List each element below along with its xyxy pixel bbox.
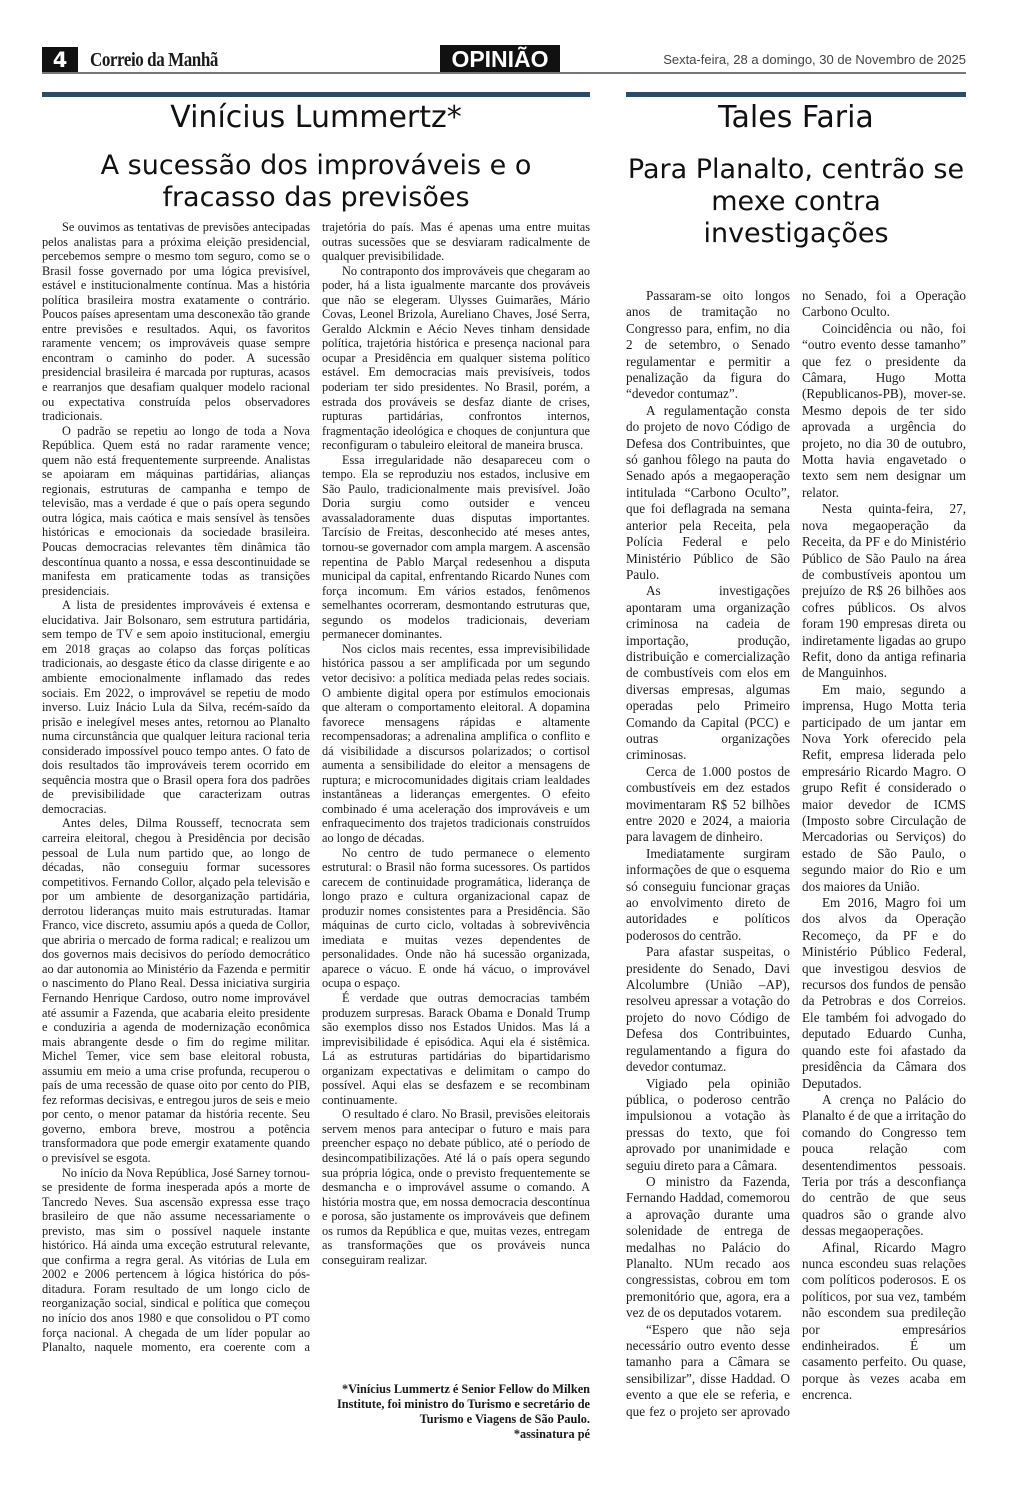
article-paragraph: O resultado é claro. No Brasil, previsões eleitorais servem menos para antecipar o futuro e mais para preencher espaço no debate público, até o período de desincompatibilizações. Até lá o país opera segundo sua própria lógica, onde o previsto frequentemente se desmancha e o improvável assume o comando. A história mostra que, em nossa democracia descontínua e porosa, são justamente os improváveis que definem os rumos da República e que, muitas vezes, entregam as transformações que os prováveis nunca conseguiram realizar. [322,1107,590,1267]
section-label: OPINIÃO [440,45,560,73]
left-article-author: Vinícius Lummertz* [170,100,462,135]
article-paragraph: Nesta quinta-feira, 27, nova megaoperação da Receita, da PF e do Ministério Público de São Paulo na área de combustíveis apontou um prejuízo de R$ 26 bilhões aos cofres públicos. Os alvos foram 190 empresas direta ou indiretamente ligadas ao grupo Refit, dono da antiga refinaria de Manguinhos. [802,501,966,681]
article-paragraph: “Espero que não seja necessário outro evento desse tamanho para a Câmara se sensibilizar”, disse Haddad. O evento a que ele se referia, e que fez o projeto ser aprovado no Senado, foi a Operação Carbono Oculto. [626,288,966,1419]
article-paragraph: Cerca de 1.000 postos de combustíveis em dez estados movimentaram R$ 52 bilhões entre 2020 e 2024, a maioria para lavagem de dinheiro. [626,763,790,845]
right-article-body [626,288,966,1450]
article-paragraph: A crença no Palácio do Planalto é de que a irritação do comando do Congresso tem pouca relação com desentendimentos pessoais. Teria por trás a desconfiança do centrão de que seus quadros são o grande alvo dessas megaoperações. [802,1091,966,1239]
article-paragraph: A regulamentação consta do projeto de novo Código de Defesa dos Contribuintes, que só ganhou fôlego na pauta do Senado após a megaoperação intitulada “Carbono Oculto”, que foi deflagrada na semana anterior pela Receita, pela Polícia Federal e pelo Ministério Público de São Paulo. [626,402,790,582]
article-paragraph: Vigiado pela opinião pública, o poderoso centrão impulsionou a votação às pressas do texto, que foi aprovado por unanimidade e seguiu direto para a Câmara. [626,1075,790,1173]
article-paragraph: Se ouvimos as tentativas de previsões antecipadas pelos analistas para a próxima eleição presidencial, percebemos sempre o mesmo tom seguro, como se o Brasil fosse governado por uma lógica previsível, estável e institucionalmente contínua. Mas a história política brasileira mostra exatamente o contrário. Poucos países apresentam uma desconexão tão grande entre previsões e resultados. Aqui, os favoritos raramente vencem; os improváveis quase sempre encontram o caminho do poder. A sucessão presidencial brasileira é marcada por rupturas, acasos e rearranjos que desafiam qualquer modelo racional ou expectativa construída pelos observadores tradicionais. [42,220,310,424]
signature-note: *assinatura pé [513,1427,590,1441]
article-paragraph: Afinal, Ricardo Magro nunca escondeu suas relações com políticos poderosos. E os políticos, por sua vez, também não escondem sua predileção por empresários endinheirados. É um casamento perfeito. Ou quase, porque às vezes acaba em encrenca. [802,1239,966,1403]
right-article-accent-bar [626,92,966,97]
right-article-author: Tales Faria [718,100,874,135]
article-paragraph: Em maio, segundo a imprensa, Hugo Motta teria participado de um jantar em Nova York oferecido pela Refit, empresa liderada pelo empresário Ricardo Magro. O grupo Refit é considerado o maior devedor de ICMS (Imposto sobre Circulação de Mercadorias ou Serviços) do estado de São Paulo, o segundo maior do Rio e um dos maiores da União. [802,681,966,894]
article-paragraph: Em 2016, Magro foi um dos alvos da Operação Recomeço, da PF e do Ministério Público Federal, que investigou desvios de recursos dos fundos de pensão da Petrobras e dos Correios. Ele também foi advogado do deputado Eduardo Cunha, quando este foi afastado da presidência da Câmara dos Deputados. [802,895,966,1091]
article-paragraph: No contraponto dos improváveis que chegaram ao poder, há a lista igualmente marcante dos prováveis que não se elegeram. Ulysses Guimarães, Mário Covas, Leonel Brizola, Aureliano Chaves, José Serra, Geraldo Alckmin e Aécio Neves tinham densidade política, trajetória histórica e presença nacional para ocupar a Presidência em qualquer sistema político estável. Em democracias mais previsíveis, todos poderiam ter sido presidentes. No Brasil, porém, a estrada dos prováveis se desfaz diante de crises, rupturas partidárias, confrontos internos, fragmentação ideológica e choques de conjuntura que reconfiguram o tabuleiro eleitoral de maneira brusca. [322,263,590,453]
article-paragraph: O padrão se repetiu ao longo de toda a Nova República. Quem está no radar raramente vence; quem não está frequentemente surpreende. Analistas se apoiaram em máquinas partidárias, alianças regionais, estruturas de campanha e tempo de televisão, mas a verdade é que o país opera segundo outra lógica, mais caótica e mais sensível às tensões históricas e emocionais da sociedade brasileira. Poucas democracias relevantes têm dinâmica tão descontínua quanto a nossa, e essa descontinuidade se manifesta em praticamente todas as transições presidenciais. [42,423,310,598]
article-paragraph: Coincidência ou não, foi “outro evento desse tamanho” que fez o presidente da Câmara, Hugo Motta (Republicanos-PB), mover-se. Mesmo depois de ter sido aprovada a urgência do projeto, no dia 30 de outubro, Motta havia engavetado o texto sem nem designar um relator. [802,320,966,500]
article-paragraph: Essa irregularidade não desapareceu com o tempo. Ela se reproduziu nos estados, inclusive em São Paulo, tradicionalmente mais previsível. João Doria surgiu como outsider e venceu avassaladoramente duas disputas importantes. Tarcísio de Freitas, desconhecido até meses antes, tornou-se governador com ampla margem. A ascensão repentina de Pablo Marçal redesenhou a disputa municipal da capital, enfrentando Ricardo Nunes com força incomum. Em vários estados, fenômenos semelhantes ocorreram, desmontando estruturas que, segundo os modelos tradicionais, deveriam permanecer dominantes. [322,452,590,642]
left-article-headline: A sucessão dos improváveis e o fracasso das previsões [100,150,532,213]
article-paragraph: O ministro da Fazenda, Fernando Haddad, comemorou a aprovação durante uma solenidade de entrega de medalhas no Palácio do Planalto. NUm recado aos congressistas, cobrou em tom premonitório que, agora, era a vez de os deputados votarem. [626,1173,790,1321]
article-paragraph: Nos ciclos mais recentes, essa imprevisibilidade histórica passou a ser amplificada por um segundo vetor decisivo: a política mediada pelas redes sociais. O ambiente digital opera por estímulos emocionais que alteram o comportamento eleitoral. A dopamina favorece mensagens rápidas e altamente recompensadoras; a adrenalina amplifica o conflito e dá visibilidade a discursos polarizados; o cortisol aumenta a sensibilidade do eleitor a mensagens de ruptura; e microcomunidades digitais criam lealdades instantâneas a lideranças emergentes. O efeito combinado é uma aceleração dos improváveis e um enfraquecimento dos trajetos tradicionais construídos ao longo de décadas. [322,641,590,845]
article-paragraph: A lista de presidentes improváveis é extensa e elucidativa. Jair Bolsonaro, sem estrutura partidária, sem tempo de TV e sem apoio institucional, emergiu em 2018 graças ao colapso das forças políticas tradicionais, ao desgaste ético da classe dirigente e ao ambiente emocionalmente inflamado das redes sociais. Em 2022, o improvável se repetiu de modo inverso. Luiz Inácio Lula da Silva, recém-saído da prisão e inelegível meses antes, retornou ao Planalto numa circunstância que qualquer leitura racional teria considerado impossível pouco tempo antes. O fato de dois resultados tão improváveis terem ocorrido em sequência mostra que o Brasil opera fora dos padrões de previsibilidade que caracterizam outras democracias. [42,598,310,816]
article-paragraph: As investigações apontaram uma organização criminosa na cadeia de importação, produção, distribuição e comercialização de combustíveis com elos em diversas empresas, algumas operadas pelo Primeiro Comando da Capital (PCC) e outras organizações criminosas. [626,583,790,763]
left-article-accent-bar [42,92,590,97]
header-divider [42,72,966,74]
article-paragraph: No início da Nova República, José Sarney tornou-se presidente de forma inesperada após a morte de Tancredo Neves. Sua ascensão expressa esse traço brasileiro de que não assume necessariamente o previsto, mas sim o possível naquele instante histórico. Há ainda uma exceção estrutural relevante, que confirma a regra geral. As vitórias de Lula em 2002 e 2006 pertencem à lógica histórica do pós-ditadura. Foram resultado de um longo ciclo de reorganização social, sindical e política que começou no início dos anos 1980 e que consolidou o PT como força nacional. A chegada de um líder popular ao Planalto, naquele momento, era coerente com a trajetória do país. Mas é apenas uma entre muitas outras sucessões que se desviaram radicalmente de qualquer previsibilidade. [42,220,590,1355]
edition-date: Sexta-feira, 28 a domingo, 30 de Novembro de 2025 [663,52,966,67]
newspaper-logo: Correio da Manhã [90,49,218,71]
left-article-body [42,220,590,1360]
article-paragraph: Imediatamente surgiram informações de que o esquema só conseguiu funcionar graças ao envolvimento direto de autoridades e políticos poderosos do centrão. [626,845,790,943]
right-article-headline: Para Planalto, centrão se mexe contra investigações [627,154,965,249]
article-paragraph: Antes deles, Dilma Rousseff, tecnocrata sem carreira eleitoral, chegou à Presidência por decisão pessoal de Lula num partido que, ao longo de décadas, não conseguiu formar sucessores competitivos. Fernando Collor, alçado pela televisão e por um ambiente de desorganização partidária, derrotou lideranças muito mais estruturadas. Itamar Franco, vice discreto, assumiu após a queda de Collor, que abriria o mercado de forma radical; e realizou um dos governos mais decisivos do período democrático ao dar autonomia ao Ministério da Fazenda e permitir o nascimento do Plano Real. Dessa iniciativa surgiria Fernando Henrique Cardoso, outro nome improvável até assumir a Fazenda, que acabaria eleito presidente e conduziria a agenda de modernização econômica mais abrangente desde o fim do regime militar. Michel Temer, vice sem base eleitoral robusta, assumiu em meio a uma crise profunda, recuperou o país de uma recessão de quase oito por cento do PIB, fez reformas decisivas, e entregou juros de seis e meio por cento, o menor patamar da história recente. Seu governo, embora breve, mostrou a potência transformadora que pode emergir exatamente quando o previsível se esgota. [42,816,310,1165]
article-paragraph: Para afastar suspeitas, o presidente do Senado, Davi Alcolumbre (União –AP), resolveu apressar a votação do projeto do novo Código de Defesa dos Contribuintes, regulamentando a figura do devedor contumaz. [626,944,790,1075]
article-paragraph: Passaram-se oito longos anos de tramitação no Congresso para, enfim, no dia 2 de setembro, o Senado regulamentar e permitir a penalização da figura do “devedor contumaz”. [626,288,790,402]
author-footnote [318,1382,590,1442]
page-number: 4 [42,47,78,73]
author-bio: *Vinícius Lummertz é Senior Fellow do Milken Institute, foi ministro do Turismo e secretário de Turismo e Viagens de São Paulo. [337,1382,590,1426]
article-paragraph: No centro de tudo permanece o elemento estrutural: o Brasil não forma sucessores. Os partidos carecem de continuidade programática, liderança de longo prazo e cultura organizacional capaz de produzir nomes consistentes para a Presidência. São máquinas de curto ciclo, voltadas à sobrevivência imediata e muitas vezes dependentes de personalidades. Onde não há sucessão organizada, aparece o vácuo. E onde há vácuo, o improvável ocupa o espaço. [322,845,590,991]
article-paragraph: É verdade que outras democracias também produzem surpresas. Barack Obama e Donald Trump são exemplos disso nos Estados Unidos. Mas lá a imprevisibilidade é episódica. Aqui ela é sistêmica. Lá as estruturas partidárias do bipartidarismo organizam expectativas e delimitam o campo do possível. Aqui elas se desfazem e se recombinam continuamente. [322,990,590,1107]
